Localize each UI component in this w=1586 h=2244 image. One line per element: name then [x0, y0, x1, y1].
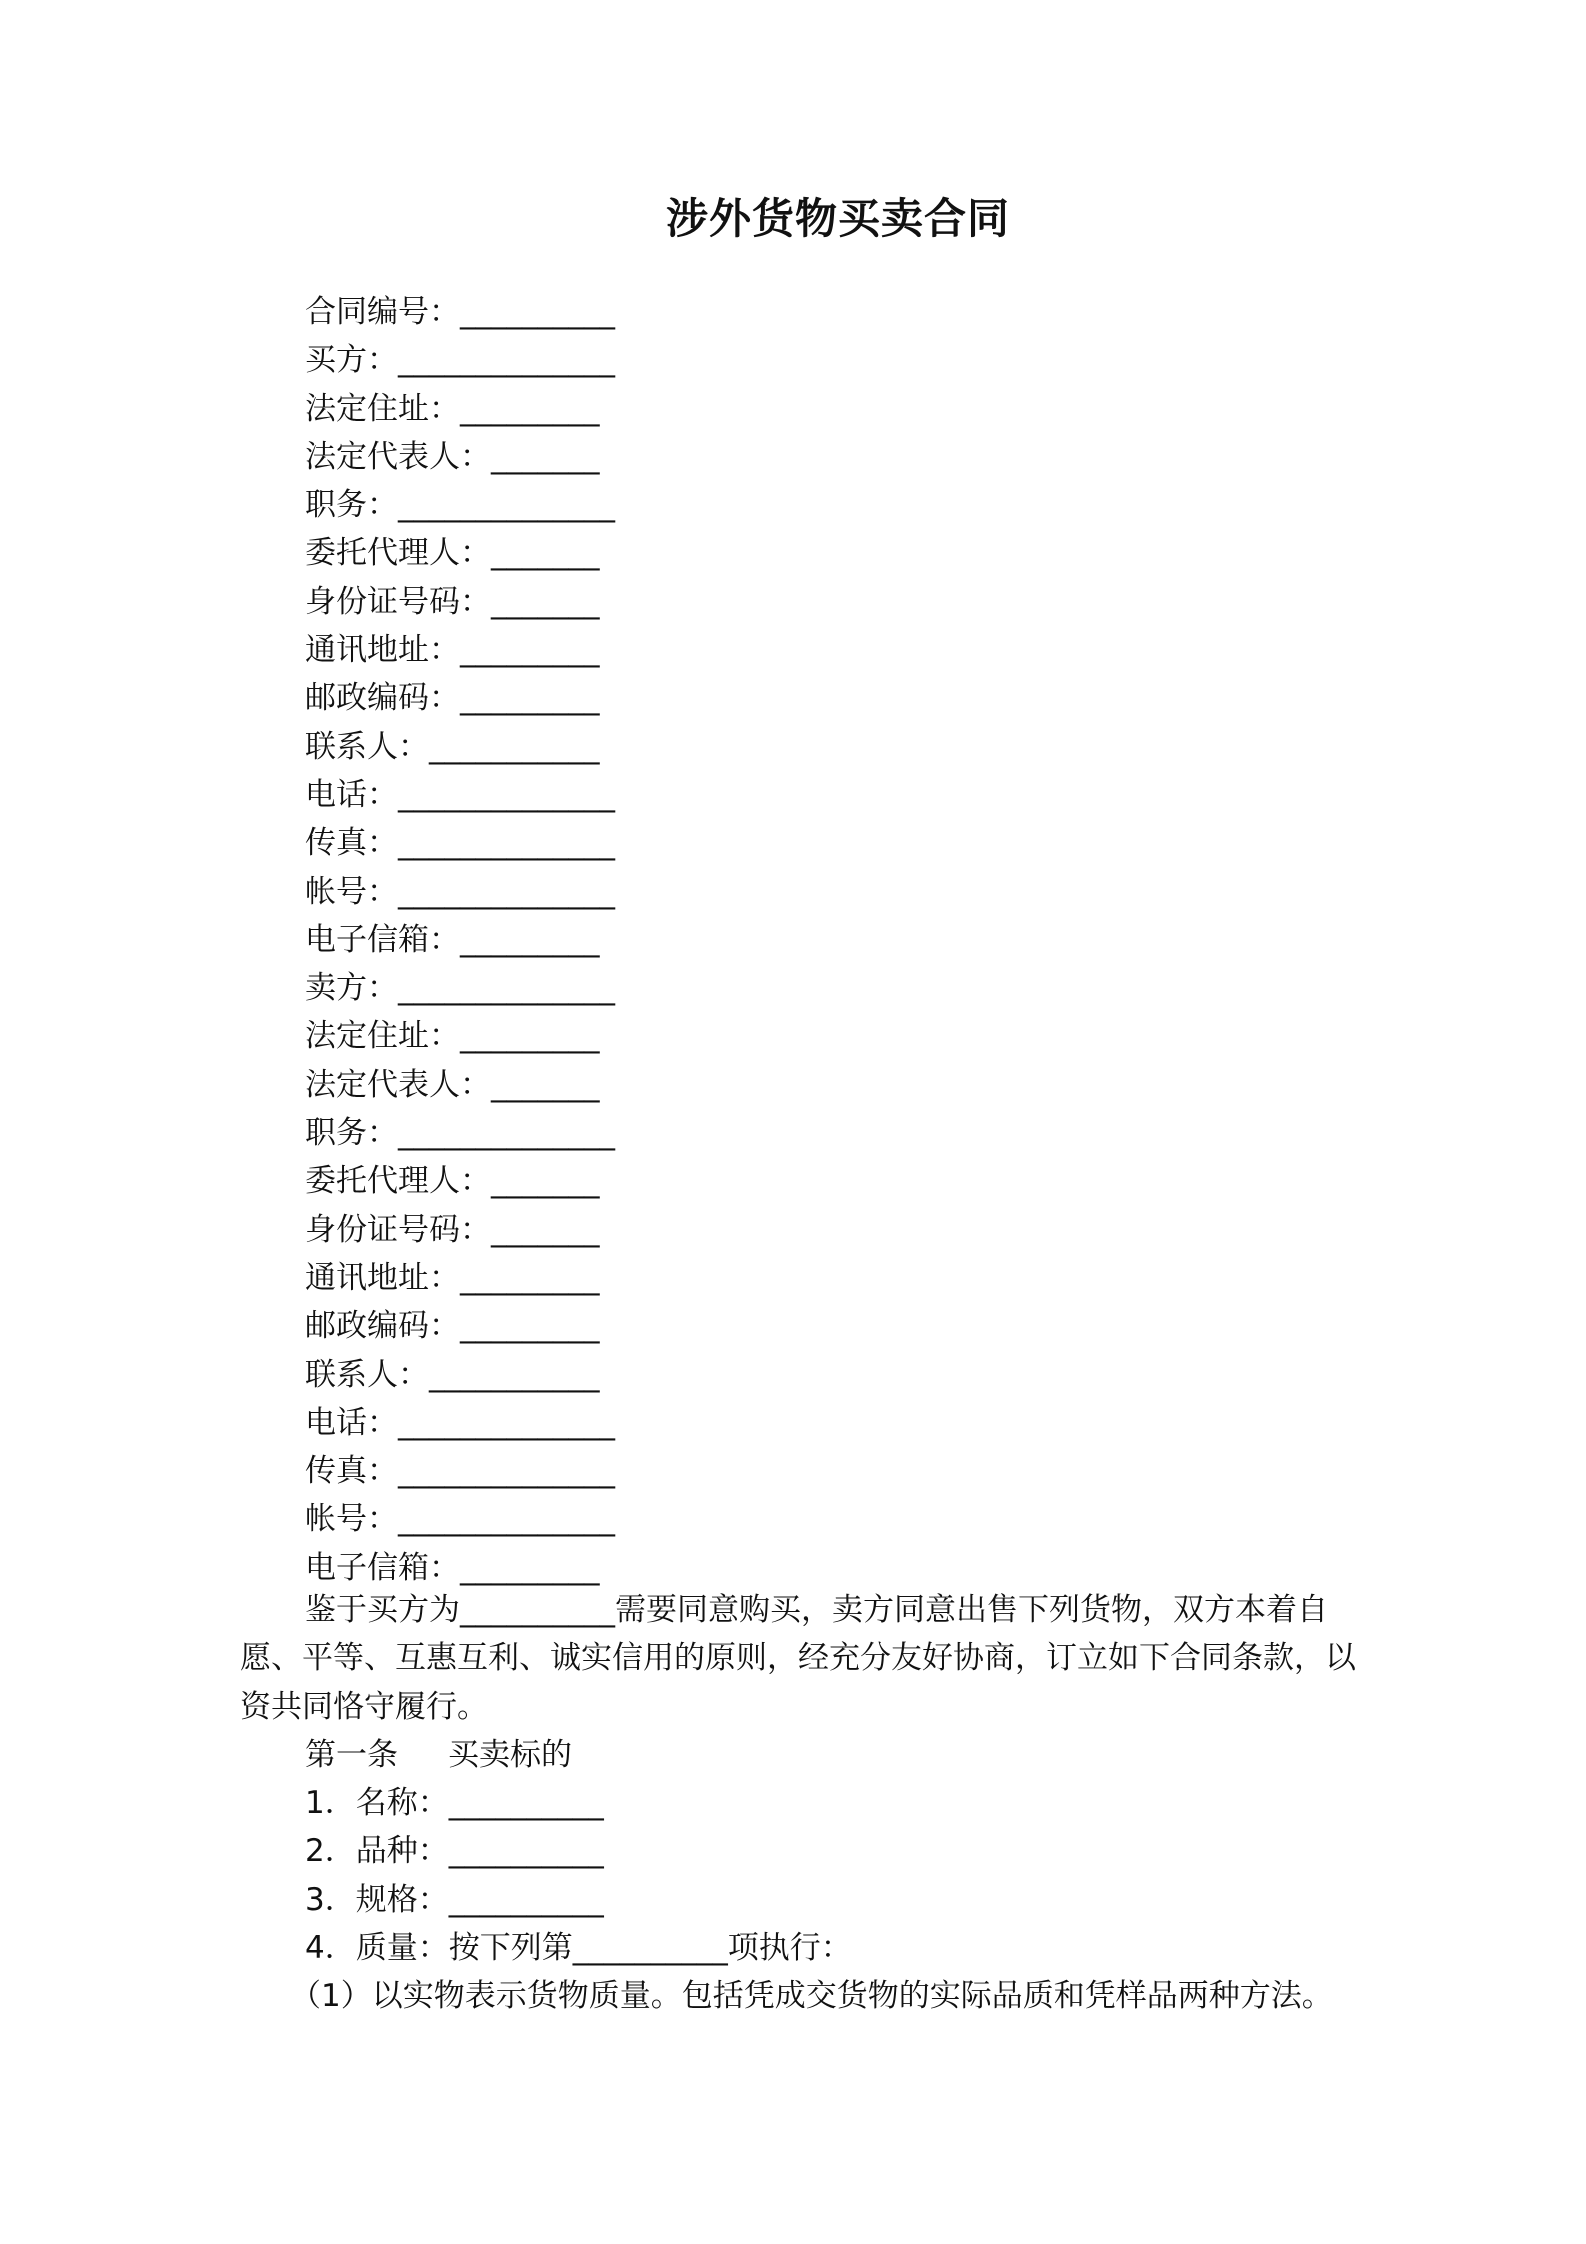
- field-seller: 卖方：______________: [305, 970, 615, 1007]
- item-variety: 2．品种：__________: [305, 1833, 604, 1870]
- field-seller-position: 职务：______________: [305, 1115, 615, 1152]
- field-seller-contact: 联系人：___________: [305, 1356, 600, 1393]
- party-fields: [305, 288, 1405, 1592]
- field-buyer-mail-address: 通讯地址：_________: [305, 632, 600, 669]
- sub-item-physical-quality: （1）以实物表示货物质量。包括凭成交货物的实际品质和凭样品两种方法。: [290, 1978, 1333, 2015]
- field-seller-mail-address: 通讯地址：_________: [305, 1259, 600, 1296]
- document-title: 涉外货物买卖合同: [665, 194, 1010, 243]
- field-buyer-contact: 联系人：___________: [305, 728, 600, 765]
- item-quality: 4．质量：按下列第__________项执行：: [305, 1930, 852, 1967]
- field-buyer: 买方：______________: [305, 342, 615, 379]
- field-buyer-fax: 传真：______________: [305, 825, 615, 862]
- field-buyer-agent: 委托代理人：_______: [305, 535, 600, 572]
- article-title: 买卖标的: [448, 1736, 572, 1773]
- field-seller-id-number: 身份证号码：_______: [305, 1211, 600, 1248]
- contract-body: [240, 1586, 1360, 2021]
- field-buyer-legal-rep: 法定代表人：_______: [305, 438, 600, 475]
- field-seller-agent: 委托代理人：_______: [305, 1163, 600, 1200]
- field-seller-account: 帐号：______________: [305, 1501, 615, 1538]
- field-buyer-address: 法定住址：_________: [305, 390, 600, 427]
- field-buyer-account: 帐号：______________: [305, 873, 615, 910]
- article-heading: [240, 1731, 1360, 1779]
- field-buyer-phone: 电话：______________: [305, 776, 615, 813]
- field-seller-fax: 传真：______________: [305, 1453, 615, 1490]
- field-seller-email: 电子信箱：_________: [305, 1549, 600, 1586]
- field-seller-phone: 电话：______________: [305, 1404, 615, 1441]
- field-buyer-id-number: 身份证号码：_______: [305, 583, 600, 620]
- field-buyer-position: 职务：______________: [305, 487, 615, 524]
- field-buyer-postcode: 邮政编码：_________: [305, 680, 600, 717]
- field-seller-legal-rep: 法定代表人：_______: [305, 1066, 600, 1103]
- item-specification: 3．规格：__________: [305, 1881, 604, 1918]
- field-contract-number: 合同编号：__________: [305, 294, 615, 330]
- field-seller-address: 法定住址：_________: [305, 1018, 600, 1055]
- field-seller-postcode: 邮政编码：_________: [305, 1308, 600, 1345]
- field-buyer-email: 电子信箱：_________: [305, 921, 600, 958]
- article-number: 第一条: [305, 1736, 398, 1773]
- item-name: 1．名称：__________: [305, 1785, 604, 1822]
- preamble-paragraph: 鉴于买方为__________需要同意购买，卖方同意出售下列货物，双方本着自愿、平等、互惠互利、诚实信用的原则，经充分友好协商，订立如下合同条款，以资共同恪守履行。: [240, 1592, 1356, 1725]
